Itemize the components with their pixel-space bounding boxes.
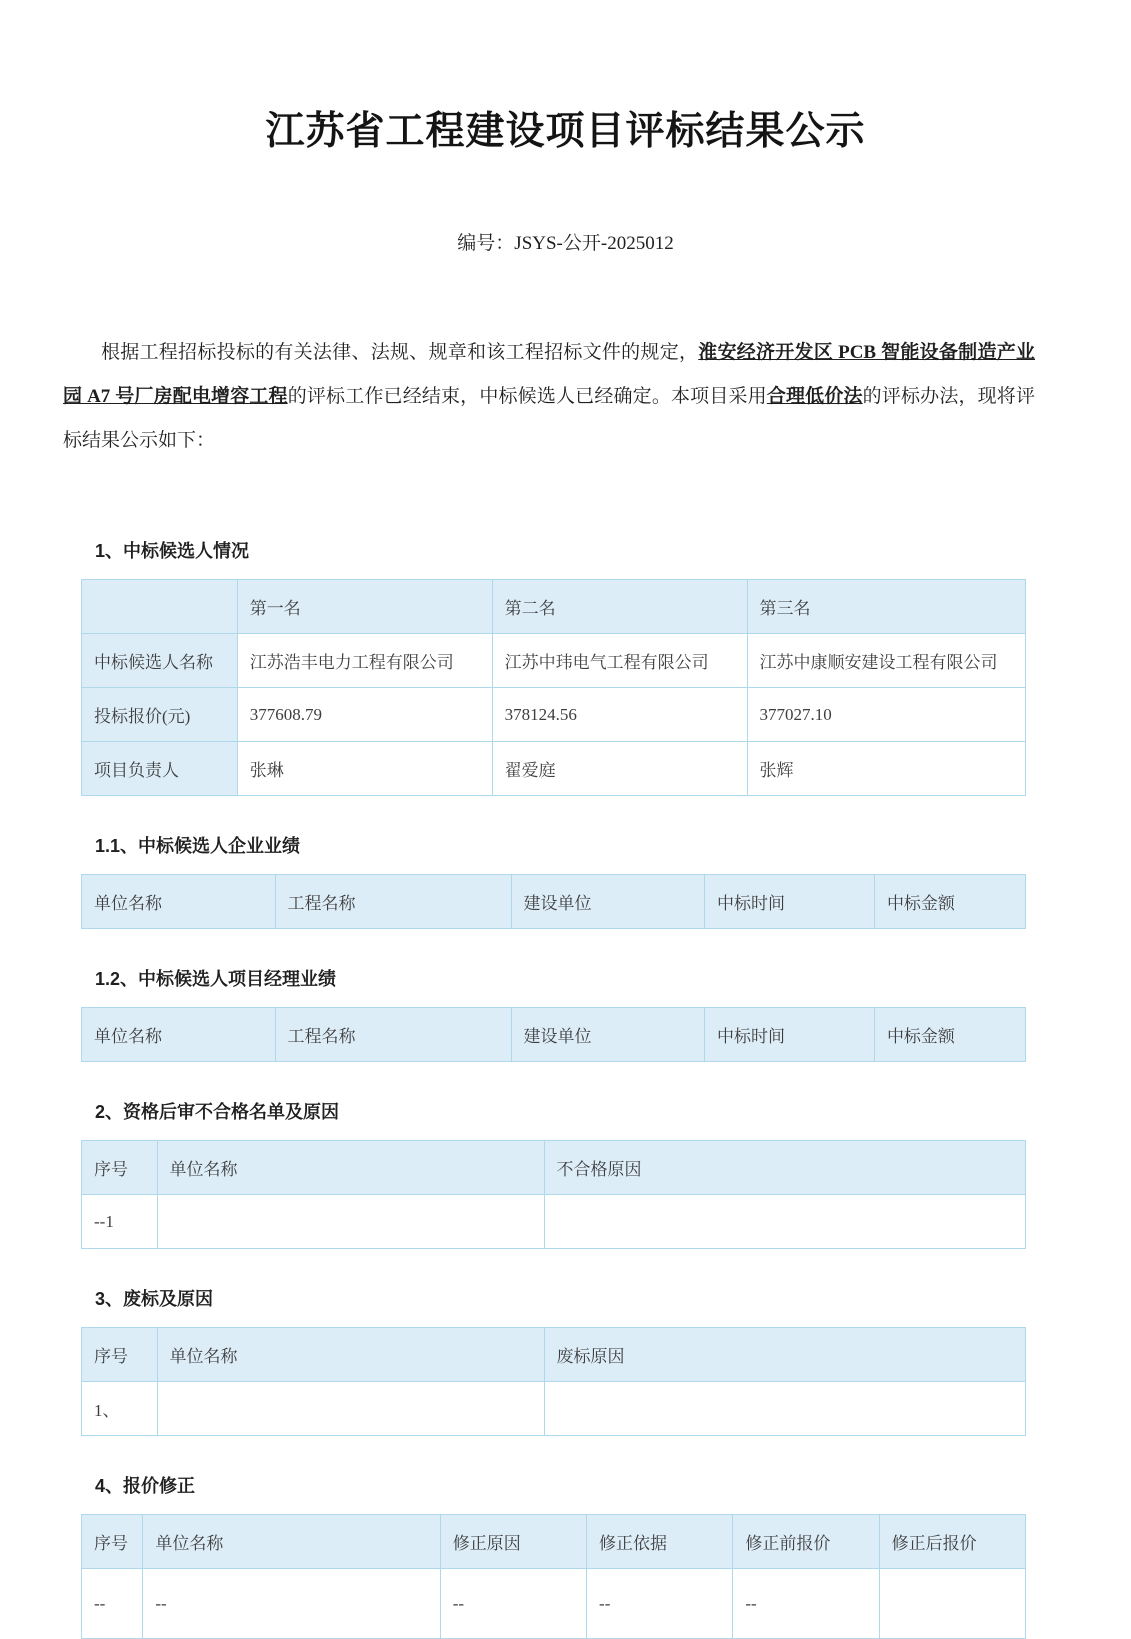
- intro-text-3: 的评标办法，现将评标结果公示如下：: [63, 386, 1035, 451]
- candidate-1-price: 377608.79: [237, 688, 492, 742]
- award-amount-header: 中标金额: [874, 1008, 1025, 1062]
- manager-performance-table: [81, 1007, 1026, 1062]
- section-3-heading: 3、废标及原因: [95, 1289, 214, 1309]
- project-name: 淮安经济开发区 PCB 智能设备制造产业园 A7 号厂房配电增容工程: [63, 342, 1035, 407]
- row-label-project-manager: 项目负责人: [82, 742, 238, 796]
- price-correction-table: [81, 1514, 1026, 1639]
- table-row: [82, 1382, 1026, 1436]
- table-header-row: [82, 1008, 1026, 1062]
- section-4-heading: 4、报价修正: [95, 1476, 196, 1496]
- reject-reason-header: 废标原因: [544, 1328, 1025, 1382]
- unit-name-cell: [157, 1195, 544, 1249]
- table-header-row: [82, 1515, 1026, 1569]
- candidate-2-price: 378124.56: [492, 688, 747, 742]
- table-row: [82, 1569, 1026, 1639]
- disqualified-list-table: [81, 1140, 1026, 1249]
- evaluation-method: 合理低价法: [766, 386, 863, 407]
- winning-candidates-table: [81, 579, 1026, 796]
- serial-number-header: 序号: [82, 1515, 143, 1569]
- rank-3-header: 第三名: [747, 580, 1026, 634]
- unit-name-header: 单位名称: [82, 875, 276, 929]
- price-after-cell: [879, 1569, 1025, 1639]
- table-row: [82, 1195, 1026, 1249]
- rank-1-header: 第一名: [237, 580, 492, 634]
- page-title: 江苏省工程建设项目评标结果公示: [265, 110, 866, 153]
- enterprise-performance-table: [81, 874, 1026, 929]
- table-row: [82, 634, 1026, 688]
- candidate-1-manager: 张琳: [237, 742, 492, 796]
- serial-number-cell: 1、: [82, 1382, 158, 1436]
- candidate-2-name: 江苏中玮电气工程有限公司: [492, 634, 747, 688]
- intro-text-2: 的评标工作已经结束，中标候选人已经确定。本项目采用: [287, 386, 767, 407]
- award-time-header: 中标时间: [705, 1008, 875, 1062]
- disqualify-reason-header: 不合格原因: [544, 1141, 1025, 1195]
- unit-name-header: 单位名称: [143, 1515, 440, 1569]
- disqualify-reason-cell: [544, 1195, 1025, 1249]
- project-name-header: 工程名称: [275, 875, 511, 929]
- candidate-3-manager: 张辉: [747, 742, 1026, 796]
- candidate-3-name: 江苏中康顺安建设工程有限公司: [747, 634, 1026, 688]
- serial-number-cell: --1: [82, 1195, 158, 1249]
- intro-paragraph: [63, 331, 1035, 463]
- correction-basis-header: 修正依据: [587, 1515, 733, 1569]
- serial-number-cell: --: [82, 1569, 143, 1639]
- award-amount-header: 中标金额: [874, 875, 1025, 929]
- serial-number-header: 序号: [82, 1328, 158, 1382]
- rank-2-header: 第二名: [492, 580, 747, 634]
- section-2-heading: 2、资格后审不合格名单及原因: [95, 1102, 340, 1122]
- table-header-row: [82, 1328, 1026, 1382]
- corner-cell: [82, 580, 238, 634]
- price-before-header: 修正前报价: [733, 1515, 879, 1569]
- rejected-bids-table: [81, 1327, 1026, 1436]
- doc-number: 编号：JSYS-公开-2025012: [457, 233, 674, 254]
- table-row: [82, 742, 1026, 796]
- candidate-1-name: 江苏浩丰电力工程有限公司: [237, 634, 492, 688]
- unit-name-cell: --: [143, 1569, 440, 1639]
- construction-unit-header: 建设单位: [511, 1008, 705, 1062]
- reject-reason-cell: [544, 1382, 1025, 1436]
- section-1-2-heading: 1.2、中标候选人项目经理业绩: [95, 969, 337, 989]
- table-row: [82, 688, 1026, 742]
- construction-unit-header: 建设单位: [511, 875, 705, 929]
- table-header-row: [82, 875, 1026, 929]
- unit-name-header: 单位名称: [82, 1008, 276, 1062]
- correction-basis-cell: --: [587, 1569, 733, 1639]
- row-label-bid-price: 投标报价(元): [82, 688, 238, 742]
- unit-name-header: 单位名称: [157, 1328, 544, 1382]
- correction-reason-cell: --: [440, 1569, 586, 1639]
- unit-name-header: 单位名称: [157, 1141, 544, 1195]
- table-header-row: [82, 1141, 1026, 1195]
- project-name-header: 工程名称: [275, 1008, 511, 1062]
- serial-number-header: 序号: [82, 1141, 158, 1195]
- candidate-2-manager: 翟爱庭: [492, 742, 747, 796]
- row-label-candidate-name: 中标候选人名称: [82, 634, 238, 688]
- correction-reason-header: 修正原因: [440, 1515, 586, 1569]
- section-1-heading: 1、中标候选人情况: [95, 541, 250, 561]
- intro-text-1: 根据工程招标投标的有关法律、法规、规章和该工程招标文件的规定，: [101, 342, 699, 363]
- candidate-3-price: 377027.10: [747, 688, 1026, 742]
- price-before-cell: --: [733, 1569, 879, 1639]
- price-after-header: 修正后报价: [879, 1515, 1025, 1569]
- unit-name-cell: [157, 1382, 544, 1436]
- award-time-header: 中标时间: [705, 875, 875, 929]
- section-1-1-heading: 1.1、中标候选人企业业绩: [95, 836, 301, 856]
- table-header-row: [82, 580, 1026, 634]
